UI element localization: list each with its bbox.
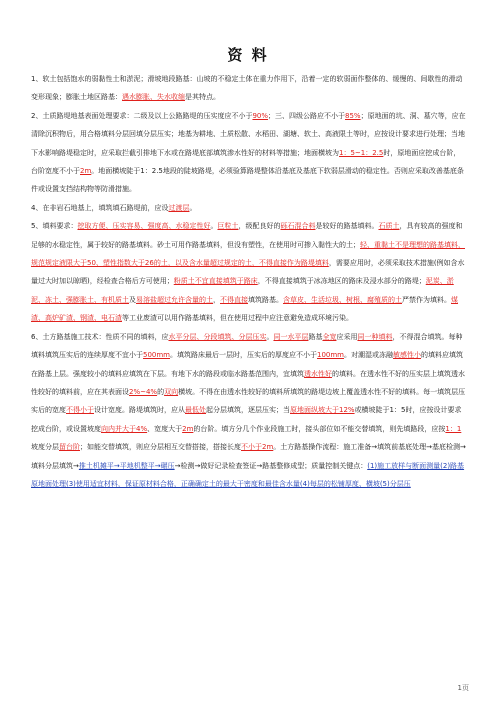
text-span: 的填料。在透水性不好的压实层上填筑透水性较好的填料前，应在其表面设 (31, 369, 465, 396)
text-span: ， (213, 295, 220, 304)
text-span: 。 (266, 332, 274, 341)
paragraph-5 (31, 217, 467, 327)
highlight-span: 易溶盐超过允许含量的土 (136, 295, 213, 304)
text-span: 是其特点。 (185, 93, 220, 102)
highlight-span: 敏感性小 (393, 351, 421, 360)
text-span: 坡度分层 (31, 443, 59, 452)
paragraph-1 (31, 70, 467, 107)
highlight-span: 挖取方便、压实容易、强度高、水稳定性好 (77, 222, 211, 231)
highlight-span: 粉质土不宜直接填筑于路床 (173, 277, 258, 286)
text-span: 设计宽度。路堤填筑时，应从 (94, 406, 185, 415)
highlight-span: 水平分层、分段填筑、分层压实 (168, 332, 267, 341)
text-span: ；如能交替填筑，则应分层相互交替搭接，搭接长度 (80, 443, 241, 452)
text-span: 起分层填筑，逐层压实；当 (206, 406, 290, 415)
highlight-span: 最低处 (185, 406, 206, 415)
highlight-span: 85% (345, 111, 361, 120)
highlight-span: 不得直接 (220, 295, 248, 304)
text-span: ，具有较高的强度和足够的水稳定性，属于较好的路基填料。砂土可用作路基填料，但没有塑性，在使用时可掺入黏性大的土； (31, 222, 463, 249)
text-span: 。对潮湿或冻融 (344, 351, 393, 360)
highlight-span: 泥炭、淤泥、冻土、强膨胀土、有机质土 (31, 277, 454, 304)
text-span: ，需要应用时，必须采取技术措施(例如含水量过大时加以晾晒)，经检查合格后方可使用； (31, 259, 465, 286)
text-span: 6、土方路基施工技术：性质不同的填料，应 (31, 332, 169, 341)
text-span: 填筑路基。 (248, 295, 283, 304)
highlight-span: 500mm (143, 351, 170, 360)
highlight-span: 不得小于 (66, 406, 94, 415)
highlight-span: 含草皮、生活垃圾、树根、腐殖质的土 (283, 295, 402, 304)
highlight-span: 向内并大于4% (101, 424, 148, 433)
highlight-span: 推土机摊平→平地机整平→碾压 (78, 461, 175, 470)
text-span: 4、在非岩石地基上，填筑填石路堤前，应设 (31, 203, 169, 212)
highlight-span: 2m (182, 424, 194, 433)
page-number: 1页 (457, 684, 469, 692)
text-span: 的填料应填筑在路基上层。强度较小的填料应填筑在下层。有地下水的路段或临水路基范围内，宜填筑 (31, 351, 463, 378)
text-span: 或横坡陡于1：5时，应按设计要求挖成台阶，或设置坡度 (31, 406, 462, 433)
highlight-span: 1：5~1：2.5 (339, 148, 384, 157)
text-span: 的台阶。填方分几个作业段施工时，接头部位如不能交替填筑，则先填路段，应按 (193, 424, 446, 433)
highlight-span: 巨粒土 (217, 222, 239, 231)
page-title: 资 料 (227, 46, 269, 64)
highlight-span: 2%~4% (129, 387, 158, 396)
highlight-span: 双向 (164, 387, 179, 396)
text-span: 是较好的路基填料。 (315, 222, 379, 231)
paragraph-2 (31, 107, 467, 199)
highlight-span: 煤渣、高炉矿渣、钢渣、电石渣 (31, 295, 458, 323)
highlight-span: 1：1 (445, 424, 462, 433)
text-span: 严禁作为填料。 (402, 295, 451, 304)
highlight-span: 留台阶 (59, 443, 80, 452)
highlight-span: (1)施工放样与断面测量(2)路基原地面处理(3)使用适宜材料，保证原材料合格，正确确定土的最大干密度和最佳含水量(4)每层的松铺厚度、横坡(5)分层压 (31, 461, 465, 488)
highlight-span: 同一种填料 (357, 332, 393, 341)
text-span: 及 (129, 295, 136, 304)
highlight-span: 同一水平层 (273, 332, 309, 341)
highlight-span: 2m (80, 167, 92, 176)
highlight-span: 石质土 (378, 222, 400, 231)
text-span: 。填筑路床最后一层时，压实后的厚度应不小于 (170, 351, 317, 360)
text-span: 等工业废渣可以用作路基填料，但在使用过程中应注意避免造成环境污染。 (122, 314, 353, 323)
text-span: 1、软土包括饱水的弱黏性土和淤泥；滑坡地段路基：山坡的不稳定土体在重力作用下，沿着一定的软弱面作整体的、缓慢的、间歇性的滑动变形现象；膨胀土地区路基： (31, 75, 463, 102)
paragraph-4 (31, 199, 467, 217)
text-span: 的 (157, 387, 165, 396)
paragraph-6 (31, 328, 467, 494)
highlight-span: 100mm (317, 351, 344, 360)
highlight-span: 透水性好 (304, 369, 332, 378)
text-span: 。土方路基操作流程：施工准备→填筑前基底处理→基底检测→填料分层填筑→ (31, 443, 466, 470)
text-span: ，不得混合填筑。每种填料填筑压实后的连续厚度不宜小于 (31, 332, 463, 360)
highlight-span: 90% (252, 111, 269, 120)
text-span: ；原地面的坑、洞、墓穴等，应在清除沉积物后，用合格填料分层回填分层压实；地基为耕地、土质松散、水稻田、湖塘、软土、高液限土等时，应按设计要求进行处理；当地下水影响路堤稳定时，应采取拦截引排地下水或在路堤底部填筑渗水性好的材料等措施；地面横坡为 (31, 111, 466, 157)
text-span: 2、土质路堤地基表面处理要求：二级及以上公路路堤的压实度应不小于 (31, 111, 253, 120)
text-span: →检测→做好记录检查签证→路基整修成型；质量控制关键点： (174, 461, 368, 470)
text-span: 路基 (308, 332, 323, 341)
text-span: 横坡。不得在由透水性较好的填料所填筑的路堤边坡上覆盖透水性不好的填料。每一填筑层压实后的宽度 (31, 387, 466, 415)
text-span: 5、填料要求： (31, 222, 78, 231)
text-span: ，级配良好的 (238, 222, 281, 231)
text-span: 时，原地面应挖成台阶，台阶宽度不小于 (31, 148, 461, 176)
highlight-span: 原地面纵坡大于12% (290, 406, 355, 415)
highlight-span: 过渡层 (168, 203, 190, 212)
text-span: 。 (189, 203, 197, 212)
highlight-span: 遇水膨胀、失水收缩 (122, 93, 185, 102)
text-span: 、宽度大于 (147, 424, 183, 433)
highlight-span: 不小于2m (241, 443, 274, 452)
highlight-span: 轻、重黏土不是理想的路基填料，规范规定液限大于50、塑性指数大于26的土，以及含水量超过规定的土，不得直接作为路堤填料 (31, 240, 465, 268)
text-span: 。地面横坡陡于1：2.5地段的陡坡路堤，必须验算路堤整体沿基底及基底下软弱层滑动的稳定性。否则应采取改善基底条件或设置支挡结构物等防滑措施。 (31, 167, 464, 194)
text-span: ；三、四级公路应不小于 (268, 111, 346, 120)
text-span: 。 (210, 222, 218, 231)
highlight-span: 砾石混合料 (280, 222, 316, 231)
highlight-span: 全宽 (322, 332, 337, 341)
text-span: ，不得直接填筑于冰冻地区的路床及浸水部分的路堤； (257, 277, 426, 286)
document-body (31, 70, 467, 493)
text-span: 应采用 (336, 332, 358, 341)
